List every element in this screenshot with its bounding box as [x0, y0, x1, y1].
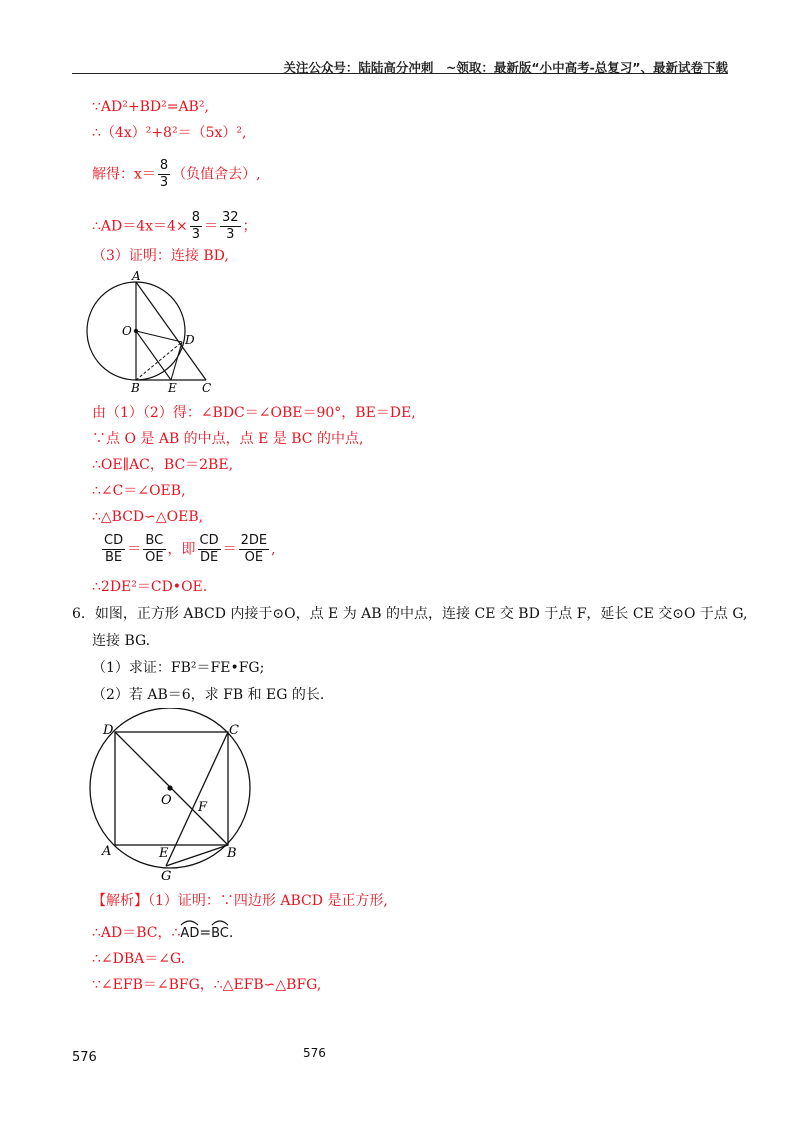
solution-line-10: ∴△BCD∽△OEB, [92, 509, 204, 525]
fraction-denominator: 3 [191, 227, 200, 242]
label-e: E [168, 381, 177, 395]
label-b: B [227, 846, 237, 861]
label-o: O [161, 793, 172, 808]
equals-sign: ＝ [203, 218, 218, 235]
arc-mark-icon [211, 918, 229, 926]
analysis-line-4: ∵∠EFB＝∠BFG，∴△EFB∽△BFG, [92, 977, 322, 993]
label-a: A [102, 844, 112, 859]
label-f: F [198, 800, 208, 815]
equals-sign: ＝ [127, 541, 142, 558]
label-d: D [185, 333, 195, 347]
segment-cg [166, 732, 228, 866]
fraction-cd-be [102, 533, 125, 566]
label-o: O [122, 324, 132, 338]
fraction-bc-oe [143, 533, 165, 566]
solution-line-4 [92, 210, 257, 243]
solution-line-1: ∵AD²+BD²=AB², [92, 99, 209, 115]
arc-bc [211, 925, 229, 943]
solution-line-6: 由（1）（2）得：∠BDC＝∠OBE＝90°，BE＝DE, [92, 405, 416, 421]
solution-line-11-post: , [271, 541, 276, 558]
analysis-line-2 [92, 924, 233, 943]
fraction-numerator: BC [143, 533, 165, 550]
solution-line-3-pre: 解得：x＝ [92, 166, 156, 183]
equals-sign: = [199, 925, 212, 941]
problem-6-question-2: （2）若 AB＝6，求 FB 和 EG 的长. [92, 687, 325, 703]
analysis-line-1 [92, 892, 388, 910]
page-number-left: 576 [72, 1050, 97, 1065]
fraction-numerator: 32 [221, 210, 239, 225]
fraction-denominator: OE [244, 550, 264, 565]
solution-line-9: ∴∠C＝∠OEB, [92, 483, 186, 499]
fraction-numerator: 2DE [240, 533, 268, 548]
fraction-numerator: CD [104, 533, 124, 548]
solution-line-7: ∵点 O 是 AB 的中点，点 E 是 BC 的中点, [92, 431, 364, 447]
fraction-denominator: OE [145, 550, 164, 565]
analysis-line-2-pre: ∴AD＝BC，∴ [92, 925, 181, 941]
label-c: C [229, 723, 239, 738]
problem-6-stem-1: 6．如图，正方形 ABCD 内接于⊙O，点 E 为 AB 的中点，连接 CE 交 BD 于点 F，延长 CE 交⊙O 于点 G, [72, 606, 748, 622]
solution-line-12: ∴2DE²＝CD•OE. [92, 579, 208, 595]
label-g: G [161, 869, 172, 884]
solution-line-2: ∴（4x）²+8²＝（5x）², [92, 125, 247, 141]
fraction-denominator: DE [199, 550, 219, 565]
fraction-8-3 [158, 158, 170, 191]
fraction-8-3 [190, 210, 202, 243]
label-e: E [159, 846, 169, 861]
problem-6-question-1: （1）求证：FB²＝FE•FG; [92, 660, 265, 676]
arc-mark-icon [180, 918, 199, 926]
center-point [167, 785, 172, 790]
label-d: D [103, 723, 114, 738]
arc-bc-text: BC [211, 926, 229, 941]
label-c: C [202, 381, 212, 395]
label-a: A [132, 269, 141, 283]
solution-line-4-post: ； [242, 218, 257, 235]
solution-line-11 [100, 533, 276, 566]
figure-inscribed-square [85, 708, 265, 884]
solution-line-8: ∴OE∥AC，BC＝2BE, [92, 457, 234, 473]
fraction-32-3 [220, 210, 241, 243]
solution-line-5: （3）证明：连接 BD, [92, 248, 229, 264]
fraction-numerator: 8 [191, 210, 200, 225]
figure-circle-triangle [82, 268, 232, 396]
analysis-line-2-post: . [228, 925, 234, 941]
solution-line-11-mid: ，即 [167, 541, 196, 558]
arc-ad-text: AD [180, 926, 200, 941]
fraction-numerator: 8 [159, 158, 169, 173]
header-rule [72, 73, 728, 74]
label-b: B [131, 381, 140, 395]
analysis-tag: 【解析】 [92, 893, 148, 909]
fraction-denominator: 3 [159, 175, 169, 190]
page-header: 关注公众号：陆陆高分冲刺 ~领取：最新版“小中高考-总复习”、最新试卷下载 [283, 60, 728, 75]
solution-line-3-post: （负值舍去）, [172, 166, 261, 183]
fraction-denominator: 3 [226, 227, 235, 242]
analysis-line-3: ∴∠DBA＝∠G. [92, 951, 186, 967]
problem-6-stem-2: 连接 BG. [92, 633, 151, 649]
segment-de [171, 342, 182, 380]
page-number-center: 576 [303, 1046, 326, 1060]
fraction-cd-de [198, 533, 221, 566]
fraction-2de-oe [239, 533, 270, 566]
analysis-line-1-text: （1）证明：∵四边形 ABCD 是正方形, [148, 893, 388, 909]
fraction-denominator: BE [104, 550, 123, 565]
fraction-numerator: CD [199, 533, 219, 548]
solution-line-4-pre: ∴AD＝4x＝4× [92, 218, 188, 235]
arc-ad [180, 925, 199, 943]
equals-sign: ＝ [222, 541, 237, 558]
solution-line-3 [92, 158, 261, 191]
center-point [134, 329, 138, 333]
